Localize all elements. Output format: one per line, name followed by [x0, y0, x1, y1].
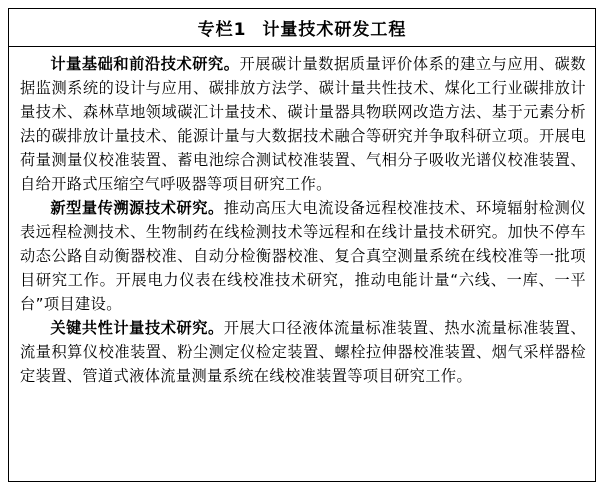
column-title-prefix: 专栏1 [197, 20, 247, 40]
paragraph-lead: 关键共性计量技术研究。 [50, 319, 224, 337]
paragraph-lead: 计量基础和前沿技术研究。 [50, 55, 240, 73]
column-title-text: 计量技术研发工程 [262, 20, 407, 40]
paragraph-foundation-research [20, 52, 586, 196]
column-box [8, 8, 596, 482]
paragraph-lead: 新型量传溯源技术研究。 [50, 199, 224, 217]
column-title [198, 15, 407, 40]
column-header [9, 9, 595, 47]
paragraph-common-tech-research [20, 316, 586, 388]
paragraph-text: 开展碳计量数据质量评价体系的建立与应用、碳数据监测系统的设计与应用、碳排放方法学、碳计量共性技术、煤化工行业碳排放计量技术、森林草地领域碳汇计量技术、碳计量器具物联网改造方法、基于元素分析法的碳排放计量技术、能源计量与大数据技术融合等研究并争取科研立项。开展电荷量测量仪校准装置、蓄电池综合测试校准装置、气相分子吸收光谱仪校准装置、自给开路式压缩空气呼吸器等项目研究工作。 [20, 55, 586, 193]
paragraph-text: 推动高压大电流设备远程校准技术、环境辐射检测仪表远程检测技术、生物制药在线检测技术等远程和在线计量技术研究。加快不停车动态公路自动衡器校准、自动分检衡器校准、复合真空测量系统在线校准等一批项目研究工作。开展电力仪表在线校准技术研究，推动电能计量“六线、一库、一平台”项目建设。 [20, 199, 586, 313]
paragraph-text: 开展大口径液体流量标准装置、热水流量标准装置、流量积算仪校准装置、粉尘测定仪检定装置、螺栓拉伸器校准装置、烟气采样器检定装置、管道式液体流量测量系统在线校准装置等项目研究工作。 [20, 319, 586, 385]
column-body [9, 47, 595, 388]
paragraph-traceability-research [20, 196, 586, 316]
